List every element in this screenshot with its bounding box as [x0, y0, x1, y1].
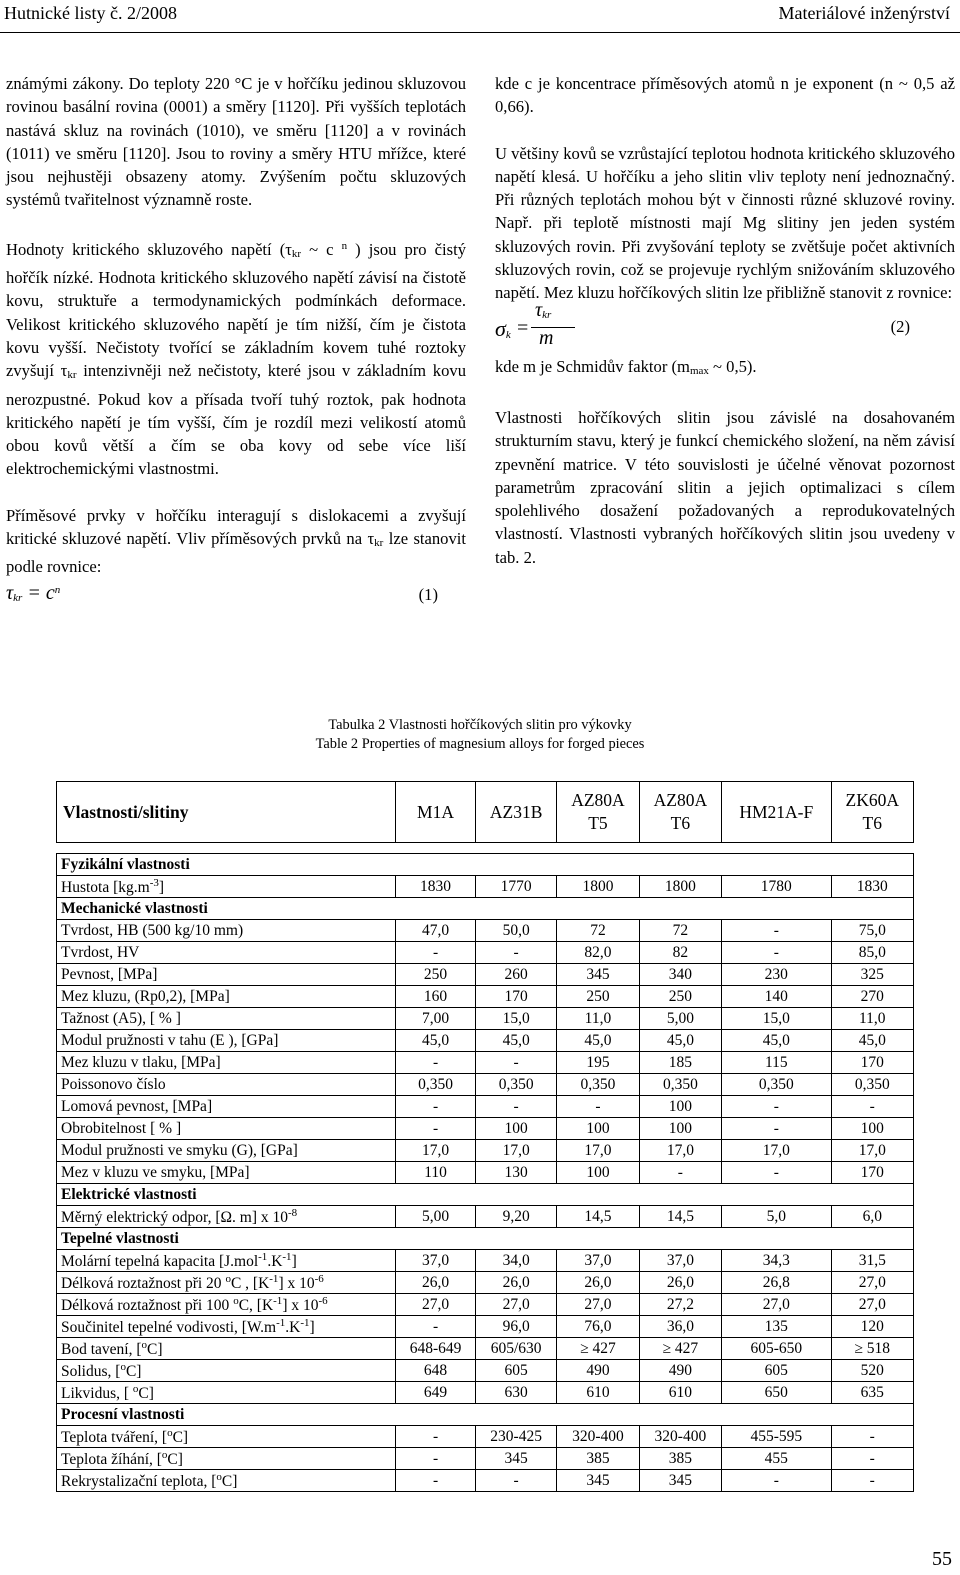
header-cell: M1A — [396, 782, 476, 843]
value-cell: 14,5 — [557, 1206, 639, 1228]
value-cell: 37,0 — [557, 1250, 639, 1272]
property-name: Měrný elektrický odpor, [Ω. m] x $10^{-8}$ — [57, 1206, 396, 1228]
value-cell: 649 — [396, 1382, 476, 1404]
value-cell: - — [396, 1470, 476, 1492]
value-cell: 605 — [476, 1360, 557, 1382]
value-cell: 45,0 — [557, 1030, 639, 1052]
table-row — [57, 1008, 914, 1030]
property-name: Modul pružnosti v tahu (E ), [GPa] — [57, 1030, 396, 1052]
equation-label: (1) — [418, 584, 438, 604]
property-name: Likvidus, [ $^o$C] — [57, 1382, 396, 1404]
value-cell: 605/630 — [476, 1338, 557, 1360]
value-cell: 96,0 — [476, 1316, 557, 1338]
equation-1: $\tau kr = c^n$ (1) — [6, 579, 466, 615]
value-cell: 14,5 — [639, 1206, 721, 1228]
value-cell: 0,350 — [557, 1074, 639, 1096]
value-cell: 31,5 — [831, 1250, 914, 1272]
table-row — [57, 1118, 914, 1140]
value-cell: - — [722, 1470, 831, 1492]
section-label: Fyzikální vlastnosti — [57, 854, 914, 876]
left-column — [6, 72, 466, 615]
right-column — [495, 72, 955, 569]
value-cell: 270 — [831, 986, 914, 1008]
paragraph: kde c je koncentrace příměsových atomů n je exponent (n ~ 0,5 až 0,66). — [495, 74, 955, 117]
value-cell: ≥ 427 — [557, 1338, 639, 1360]
equation-label: (2) — [890, 316, 910, 336]
value-cell: - — [722, 1118, 831, 1140]
property-name: Poissonovo číslo — [57, 1074, 396, 1096]
value-cell: - — [476, 1470, 557, 1492]
value-cell: 5,00 — [396, 1206, 476, 1228]
table-row — [57, 1140, 914, 1162]
table-row — [57, 986, 914, 1008]
value-cell: 135 — [722, 1316, 831, 1338]
value-cell: - — [396, 1316, 476, 1338]
value-cell: 36,0 — [639, 1316, 721, 1338]
value-cell: 17,0 — [557, 1140, 639, 1162]
value-cell: 0,350 — [396, 1074, 476, 1096]
value-cell: - — [557, 1096, 639, 1118]
value-cell: 195 — [557, 1052, 639, 1074]
value-cell: 1830 — [396, 876, 476, 898]
property-name: Molární tepelná kapacita $[J.mol^{-1}.K^{-1}]$ — [57, 1250, 396, 1272]
value-cell: 0,350 — [476, 1074, 557, 1096]
value-cell: - — [476, 942, 557, 964]
value-cell: 605 — [722, 1360, 831, 1382]
value-cell: - — [831, 1470, 914, 1492]
header-cell: AZ80A T5 — [557, 782, 639, 843]
value-cell: 648-649 — [396, 1338, 476, 1360]
table-caption — [0, 716, 960, 754]
value-cell: 490 — [639, 1360, 721, 1382]
value-cell: 455 — [722, 1448, 831, 1470]
value-cell: - — [396, 942, 476, 964]
table-row — [57, 1426, 914, 1448]
property-name: Teplota tváření, [$^o$C] — [57, 1426, 396, 1448]
table-row — [57, 1470, 914, 1492]
property-name: Součinitel tepelné vodivosti, $[W.m^{-1}.K^{-1}]$ — [57, 1316, 396, 1338]
value-cell: 320-400 — [557, 1426, 639, 1448]
value-cell: 82,0 — [557, 942, 639, 964]
value-cell: - — [639, 1162, 721, 1184]
value-cell: 11,0 — [557, 1008, 639, 1030]
header-cell: HM21A-F — [722, 782, 831, 843]
running-header — [0, 0, 960, 33]
value-cell: 1780 — [722, 876, 831, 898]
table-row — [57, 1096, 914, 1118]
property-name: Rekrystalizační teplota, [$^o$C] — [57, 1470, 396, 1492]
value-cell: 610 — [639, 1382, 721, 1404]
value-cell: 5,00 — [639, 1008, 721, 1030]
property-name: Tvrdost, HB (500 kg/10 mm) — [57, 920, 396, 942]
value-cell: 100 — [476, 1118, 557, 1140]
table-row — [57, 1272, 914, 1294]
value-cell: - — [722, 1162, 831, 1184]
value-cell: - — [396, 1052, 476, 1074]
section-row — [57, 1404, 914, 1426]
value-cell: 160 — [396, 986, 476, 1008]
property-name: Lomová pevnost, [MPa] — [57, 1096, 396, 1118]
value-cell: 27,0 — [557, 1294, 639, 1316]
table-row — [57, 1162, 914, 1184]
value-cell: 11,0 — [831, 1008, 914, 1030]
value-cell: 635 — [831, 1382, 914, 1404]
table-row — [57, 1030, 914, 1052]
value-cell: 648 — [396, 1360, 476, 1382]
property-name: Solidus, [$^o$C] — [57, 1360, 396, 1382]
table-row — [57, 920, 914, 942]
value-cell: 47,0 — [396, 920, 476, 942]
property-name: Délková roztažnost při 100 $^o$C, $[K^{-1}]$ x $10^{-6}$ — [57, 1294, 396, 1316]
value-cell: 100 — [831, 1118, 914, 1140]
value-cell: 140 — [722, 986, 831, 1008]
value-cell: 26,0 — [557, 1272, 639, 1294]
value-cell: 100 — [639, 1096, 721, 1118]
page-number: 55 — [932, 1548, 952, 1570]
table-header-row — [57, 782, 914, 843]
value-cell: 115 — [722, 1052, 831, 1074]
value-cell: 1800 — [557, 876, 639, 898]
value-cell: 170 — [476, 986, 557, 1008]
value-cell: 37,0 — [639, 1250, 721, 1272]
property-name: Pevnost, [MPa] — [57, 964, 396, 986]
section-label: Elektrické vlastnosti — [57, 1184, 914, 1206]
value-cell: - — [722, 1096, 831, 1118]
value-cell: 17,0 — [476, 1140, 557, 1162]
paragraph: kde m je Schmidův faktor (mmax ~ 0,5). — [495, 356, 757, 377]
value-cell: 15,0 — [476, 1008, 557, 1030]
value-cell: 27,0 — [476, 1294, 557, 1316]
value-cell: 100 — [557, 1118, 639, 1140]
property-name: Hustota $[kg.m^{-3}]$ — [57, 876, 396, 898]
value-cell: 120 — [831, 1316, 914, 1338]
property-name: Délková roztažnost při 20 $^o$C , $[K^{-1}]$ x $10^{-6}$ — [57, 1272, 396, 1294]
value-cell: 45,0 — [831, 1030, 914, 1052]
value-cell: 50,0 — [476, 920, 557, 942]
value-cell: - — [476, 1052, 557, 1074]
header-cell: Vlastnosti/slitiny — [57, 782, 396, 843]
value-cell: 345 — [557, 1470, 639, 1492]
value-cell: 85,0 — [831, 942, 914, 964]
value-cell: - — [722, 942, 831, 964]
table-row — [57, 964, 914, 986]
section-title: Materiálové inženýrství — [778, 3, 950, 23]
value-cell: ≥ 427 — [639, 1338, 721, 1360]
table-row — [57, 1316, 914, 1338]
property-name: Tažnost (A5), [ % ] — [57, 1008, 396, 1030]
section-label: Mechanické vlastnosti — [57, 898, 914, 920]
value-cell: 9,20 — [476, 1206, 557, 1228]
value-cell: 100 — [639, 1118, 721, 1140]
value-cell: 455-595 — [722, 1426, 831, 1448]
section-label: Tepelné vlastnosti — [57, 1228, 914, 1250]
value-cell: 26,8 — [722, 1272, 831, 1294]
property-name: Tvrdost, HV — [57, 942, 396, 964]
header-cell: AZ80A T6 — [639, 782, 721, 843]
value-cell: 17,0 — [831, 1140, 914, 1162]
value-cell: 385 — [557, 1448, 639, 1470]
value-cell: 72 — [639, 920, 721, 942]
value-cell: 260 — [476, 964, 557, 986]
value-cell: - — [831, 1096, 914, 1118]
property-name: Mez kluzu v tlaku, [MPa] — [57, 1052, 396, 1074]
property-name: Modul pružnosti ve smyku (G), [GPa] — [57, 1140, 396, 1162]
value-cell: 170 — [831, 1052, 914, 1074]
value-cell: 15,0 — [722, 1008, 831, 1030]
value-cell: - — [831, 1448, 914, 1470]
property-name: Mez v kluzu ve smyku, [MPa] — [57, 1162, 396, 1184]
value-cell: - — [831, 1426, 914, 1448]
property-name: Bod tavení, [$^o$C] — [57, 1338, 396, 1360]
value-cell: 0,350 — [722, 1074, 831, 1096]
value-cell: 230-425 — [476, 1426, 557, 1448]
value-cell: 75,0 — [831, 920, 914, 942]
value-cell: - — [396, 1096, 476, 1118]
paragraph: Hodnoty kritického skluzového napětí (τkr ~ c $^n$ ) jsou pro čistý hořčík nízké. Hodnota kritického skluzového napětí závisí na čistotě kovu, struktuře a termodynamických podmínkách deformace. Velikost kritického skluzového napětí je tím nižší, čím je čistota kovu vyšší. Nečistoty tvořící se základním kovem tuhé roztoky zvyšují τkr intenzivněji než nečistoty, které jsou v základním kovu nerozpustné. Pokud kov a přísada tvoří tuhý roztok, pak hodnota kritického napětí je tím vyšší, čím je rozdíl mezi velikostí atomů obou kovů větší a čím se oba kovy od sebe více liší elektrochemickými vlastnostmi. — [6, 239, 466, 479]
value-cell: 27,0 — [831, 1294, 914, 1316]
value-cell: 110 — [396, 1162, 476, 1184]
value-cell: 185 — [639, 1052, 721, 1074]
equation-2: σk = τkr m (2) — [495, 298, 910, 349]
value-cell: - — [396, 1448, 476, 1470]
paragraph: U většiny kovů se vzrůstající teplotou hodnota kritického skluzového napětí klesá. U hořčíku a jeho slitin vliv teploty není jednoznačný. Při různých teplotách mohou být v činnosti různé skluzové roviny. Např. při teplotě místnosti mají Mg slitiny jen jeden systém skluzových rovin. Při zvyšování teploty se zvětšuje počet aktivních skluzových rovin, což se projevuje rychlým snižováním skluzového napětí. Mez kluzu hořčíkových slitin lze přibližně stanovit z rovnice: — [495, 143, 955, 303]
header-cell: ZK60A T6 — [831, 782, 914, 843]
value-cell: 26,0 — [476, 1272, 557, 1294]
paragraph: Příměsové prvky v hořčíku interagují s dislokacemi a zvyšují kritické skluzové napětí. Vliv příměsových prvků na τkr lze stanovit podle rovnice: — [6, 505, 467, 577]
value-cell: 34,0 — [476, 1250, 557, 1272]
value-cell: 27,2 — [639, 1294, 721, 1316]
value-cell: 17,0 — [639, 1140, 721, 1162]
value-cell: 520 — [831, 1360, 914, 1382]
value-cell: 6,0 — [831, 1206, 914, 1228]
table-row — [57, 1382, 914, 1404]
table-row — [57, 876, 914, 898]
value-cell: 490 — [557, 1360, 639, 1382]
table-row — [57, 1448, 914, 1470]
value-cell: 250 — [396, 964, 476, 986]
value-cell: 82 — [639, 942, 721, 964]
table-row — [57, 1360, 914, 1382]
property-name: Mez kluzu, (Rp0,2), [MPa] — [57, 986, 396, 1008]
value-cell: 45,0 — [476, 1030, 557, 1052]
table-row — [57, 942, 914, 964]
value-cell: 17,0 — [396, 1140, 476, 1162]
value-cell: 45,0 — [722, 1030, 831, 1052]
table-row — [57, 1052, 914, 1074]
value-cell: 72 — [557, 920, 639, 942]
value-cell: ≥ 518 — [831, 1338, 914, 1360]
value-cell: 340 — [639, 964, 721, 986]
section-row — [57, 898, 914, 920]
value-cell: 0,350 — [639, 1074, 721, 1096]
section-label: Procesní vlastnosti — [57, 1404, 914, 1426]
value-cell: - — [476, 1096, 557, 1118]
section-row — [57, 1184, 914, 1206]
properties-table — [56, 781, 914, 1492]
table-row — [57, 1074, 914, 1096]
value-cell: 7,00 — [396, 1008, 476, 1030]
table-row — [57, 1206, 914, 1228]
value-cell: 1830 — [831, 876, 914, 898]
value-cell: 27,0 — [722, 1294, 831, 1316]
value-cell: 0,350 — [831, 1074, 914, 1096]
value-cell: 320-400 — [639, 1426, 721, 1448]
value-cell: 76,0 — [557, 1316, 639, 1338]
table-row — [57, 1294, 914, 1316]
value-cell: - — [396, 1118, 476, 1140]
value-cell: 345 — [557, 964, 639, 986]
value-cell: 345 — [476, 1448, 557, 1470]
table-row — [57, 1338, 914, 1360]
value-cell: 605-650 — [722, 1338, 831, 1360]
paragraph: známými zákony. Do teploty 220 °C je v hořčíku jedinou skluzovou rovinou basální rovina (0001) a směry [1120]. Při vyšších teplotách nastává skluz na rovinách (1010), ve směru [1120] a v rovinách (1011) ve směru [1120]. Jsou to roviny a směry HTU mřížce, které jsou nejhustěji obsazeny atomy. Zvýšením počtu skluzových systémů tvařitelnost významně roste. — [6, 74, 466, 210]
value-cell: 27,0 — [831, 1272, 914, 1294]
value-cell: 250 — [557, 986, 639, 1008]
value-cell: 630 — [476, 1382, 557, 1404]
value-cell: 37,0 — [396, 1250, 476, 1272]
value-cell: 5,0 — [722, 1206, 831, 1228]
value-cell: 1800 — [639, 876, 721, 898]
value-cell: 170 — [831, 1162, 914, 1184]
section-row — [57, 854, 914, 876]
value-cell: 27,0 — [396, 1294, 476, 1316]
value-cell: 45,0 — [639, 1030, 721, 1052]
header-cell: AZ31B — [476, 782, 557, 843]
value-cell: 100 — [557, 1162, 639, 1184]
journal-title: Hutnické listy č. 2/2008 — [4, 3, 177, 23]
table-row — [57, 1250, 914, 1272]
value-cell: 345 — [639, 1470, 721, 1492]
value-cell: 17,0 — [722, 1140, 831, 1162]
value-cell: 26,0 — [396, 1272, 476, 1294]
value-cell: - — [722, 920, 831, 942]
value-cell: 130 — [476, 1162, 557, 1184]
value-cell: 34,3 — [722, 1250, 831, 1272]
value-cell: 250 — [639, 986, 721, 1008]
value-cell: 230 — [722, 964, 831, 986]
caption-cz: Tabulka 2 Vlastnosti hořčíkových slitin pro výkovky — [328, 717, 632, 733]
section-row — [57, 1228, 914, 1250]
value-cell: 26,0 — [639, 1272, 721, 1294]
caption-en: Table 2 Properties of magnesium alloys for forged pieces — [315, 736, 645, 752]
value-cell: 610 — [557, 1382, 639, 1404]
property-name: Teplota žíhání, [$^o$C] — [57, 1448, 396, 1470]
paragraph: Vlastnosti hořčíkových slitin jsou závislé na dosahovaném strukturním stavu, který je funkcí chemického složení, na něm závisí zpevnění matrice. V této souvislosti je účelné věnovat pozornost parametrům zpracování slitin a jejich optimalizaci s cílem spolehlivého dosažení požadovaných a reprodukovatelných vlastností. Vlastnosti vybraných hořčíkových slitin jsou uvedeny v tab. 2. — [495, 407, 955, 567]
value-cell: 45,0 — [396, 1030, 476, 1052]
value-cell: 1770 — [476, 876, 557, 898]
value-cell: 325 — [831, 964, 914, 986]
value-cell: 385 — [639, 1448, 721, 1470]
property-name: Obrobitelnost [ % ] — [57, 1118, 396, 1140]
value-cell: - — [396, 1426, 476, 1448]
value-cell: 650 — [722, 1382, 831, 1404]
